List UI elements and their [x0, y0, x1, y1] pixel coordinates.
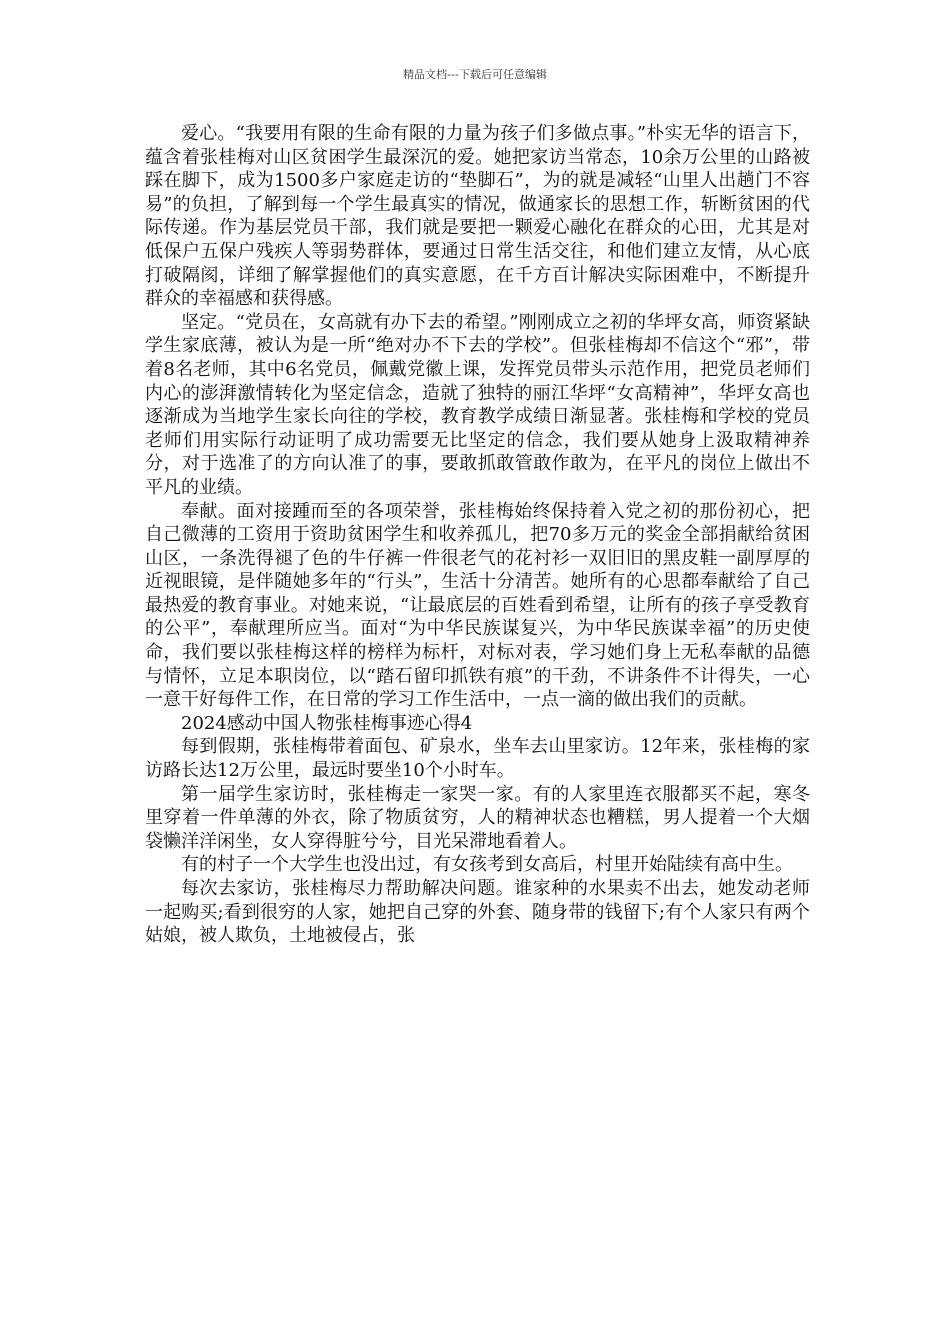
paragraph-firm: 坚定。“党员在，女高就有办下去的希望。”刚刚成立之初的华坪女高，师资紧缺学生家底薄，被认为是一所“绝对办不下去的学校”。但张桂梅却不信这个“邪”，带着8名老师，其中6名党员，佩戴党徽上课，发挥党员带头示范作用，把党员老师们内心的澎湃激情转化为坚定信念，造就了独特的丽江华坪“女高精神”，华坪女高也逐渐成为当地学生家长向往的学校，教育教学成绩日渐显著。张桂梅和学校的党员老师们用实际行动证明了成功需要无比坚定的信念，我们要从她身上汲取精神养分，对于选准了的方向认准了的事，要敢抓敢管敢作敢为，在平凡的岗位上做出不平凡的业绩。 — [145, 311, 810, 498]
paragraph-first-visit: 第一届学生家访时，张桂梅走一家哭一家。有的人家里连衣服都买不起，寒冬里穿着一件单薄的外衣，除了物质贫穷，人的精神状态也糟糕，男人提着一个大烟袋懒洋洋闲坐，女人穿得脏兮兮，目光呆滞地看着人。 — [145, 783, 810, 852]
paragraph-home-visits: 每到假期，张桂梅带着面包、矿泉水，坐车去山里家访。12年来，张桂梅的家访路长达12万公里，最远时要坐10个小时车。 — [145, 736, 810, 782]
paragraph-love: 爱心。“我要用有限的生命有限的力量为孩子们多做点事。”朴实无华的语言下，蕴含着张桂梅对山区贫困学生最深沉的爱。她把家访当常态，10余万公里的山路被踩在脚下，成为1500多户家庭走访的“垫脚石”，为的就是减轻“山里人出趟门不容易”的负担，了解到每一个学生最真实的情况，做通家长的思想工作，斩断贫困的代际传递。作为基层党员干部，我们就是要把一颗爱心融化在群众的心田，尤其是对低保户五保户残疾人等弱势群体，要通过日常生活交往，和他们建立友情，从心底打破隔阂，详细了解掌握他们的真实意愿，在千方百计解决实际困难中，不断提升群众的幸福感和获得感。 — [145, 123, 810, 310]
document-body — [145, 122, 810, 948]
paragraph-village: 有的村子一个大学生也没出过，有女孩考到女高后，村里开始陆续有高中生。 — [181, 854, 793, 876]
paragraph-helping: 每次去家访，张桂梅尽力帮助解决问题。谁家种的水果卖不出去，她发动老师一起购买;看到很穷的人家，她把自己穿的外套、随身带的钱留下;有个人家只有两个姑娘，被人欺负，土地被侵占，张 — [145, 878, 810, 947]
page-header: 精品文档---下载后可任意编辑 — [403, 68, 547, 81]
paragraph-dedication: 奉献。面对接踵而至的各项荣誉，张桂梅始终保持着入党之初的那份初心，把自己微薄的工资用于资助贫困学生和收养孤儿，把70多万元的奖金全部捐献给贫困山区，一条洗得褪了色的牛仔裤一件很老气的花衬衫一双旧旧的黑皮鞋一副厚厚的近视眼镜，是伴随她多年的“行头”，生活十分清苦。她所有的心思都奉献给了自己最热爱的教育事业。对她来说，“让最底层的百姓看到希望，让所有的孩子享受教育的公平”，奉献理所应当。面对“为中华民族谋复兴，为中华民族谋幸福”的历史使命，我们要以张桂梅这样的榜样为标杆，对标对表，学习她们身上无私奉献的品德与情怀，立足本职岗位，以“踏石留印抓铁有痕”的干劲，不讲条件不计得失，一心一意干好每件工作，在日常的学习工作生活中，一点一滴的做出我们的贡献。 — [145, 500, 810, 711]
section-title: 2024感动中国人物张桂梅事迹心得4 — [181, 712, 473, 734]
